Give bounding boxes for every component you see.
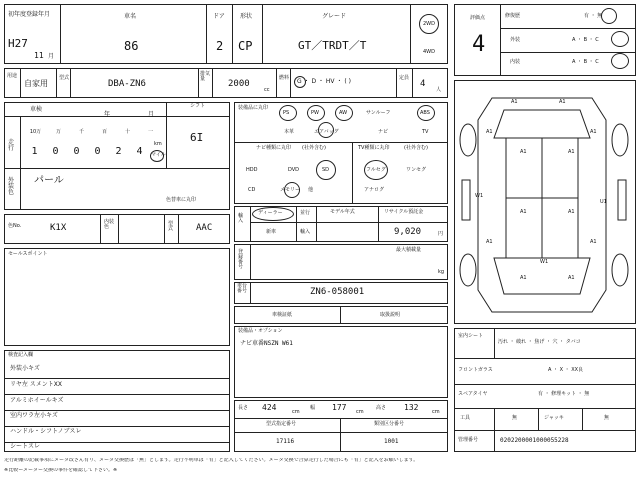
inspection-year-unit: 年 <box>104 111 111 118</box>
parallel-label: 並行 <box>300 210 311 216</box>
mileage-digits <box>24 146 150 160</box>
control-number: 0202200001000055228 <box>500 437 569 444</box>
equipment-tv: TV <box>422 129 429 135</box>
width-unit: cm <box>356 409 364 415</box>
mileage-digit: 2 <box>115 146 122 157</box>
recycle-value: 9,020 <box>394 227 422 237</box>
sales-points-box <box>4 248 230 346</box>
score-label: 評価点 <box>470 15 486 21</box>
note-line: アルミホイールキズ <box>10 397 64 404</box>
chassis-value: ZN6-058001 <box>310 287 365 297</box>
shift-value: 6I <box>190 131 204 144</box>
diagram-mark: U1 <box>600 199 607 205</box>
mileage-units <box>24 128 162 138</box>
nav-dvd: DVD <box>288 167 300 173</box>
windshield-label: フロントガラス <box>458 367 493 373</box>
reg-no-label: 登録番号 <box>238 249 244 270</box>
repair-options: 有 ・ 無 <box>584 13 603 19</box>
accessory-box <box>234 306 448 324</box>
width-value: 177 <box>332 403 347 412</box>
diagram-mark: A1 <box>486 239 493 245</box>
trim-value: AAC <box>196 223 213 233</box>
first-reg-unit: 月 <box>48 53 55 60</box>
first-reg-month: 11 <box>34 51 44 60</box>
displacement-unit: cc <box>264 87 270 93</box>
diagram-mark: A1 <box>568 149 575 155</box>
displacement-label: 排気量 <box>200 71 211 82</box>
repair-selected-circle <box>601 8 617 24</box>
diagram-mark: A1 <box>520 209 527 215</box>
interior-grade-options: A ・ B ・ C <box>572 59 599 65</box>
max-load-label: 最大積載量 <box>396 247 422 253</box>
category-label: 類別区分番号 <box>374 421 405 427</box>
fuel-label: 燃料 <box>279 75 290 81</box>
nav-label: ナビ種類に丸印 <box>256 145 292 151</box>
equipment-aw: AW <box>339 110 348 116</box>
usage-label: 用途 <box>7 73 18 79</box>
exterior-color: パール <box>34 175 64 186</box>
length-label: 長さ <box>238 405 249 411</box>
width-label: 幅 <box>310 405 316 411</box>
note-line: リヤ左 スメントXX <box>10 381 63 388</box>
dealer-side-label: 輸入 <box>238 213 244 224</box>
equipment-navi: ナビ <box>378 129 389 135</box>
tv-note: (社外含む) <box>404 145 428 151</box>
diagram-mark: W1 <box>540 259 549 265</box>
nav-hdd: HDD <box>246 167 258 173</box>
seats-label: 定員 <box>399 75 410 81</box>
interior-seat-label: 室内シート <box>458 333 484 339</box>
mileage-label: 走行 <box>8 139 15 152</box>
mileage-digit: 4 <box>136 146 143 157</box>
usage: 自家用 <box>24 79 48 88</box>
inspection-month-unit: 月 <box>148 111 155 118</box>
mileage-digit: 0 <box>52 146 59 157</box>
height-unit: cm <box>432 409 440 415</box>
color-code: K1X <box>50 223 67 233</box>
first-reg-year: H27 <box>8 37 28 50</box>
mileage-unit: 十 <box>124 129 130 135</box>
nav-sd: SD <box>322 167 330 173</box>
mile-label: マイル <box>151 152 166 158</box>
options-box <box>234 326 448 398</box>
drive-top: 2WD <box>423 21 435 27</box>
model-year-label: モデル年式 <box>330 209 355 215</box>
km-label: km <box>154 141 162 147</box>
equipment-abs: ABS <box>420 110 430 116</box>
windshield-options: A ・ X ・ XX良 <box>548 367 584 373</box>
height-value: 132 <box>404 403 419 412</box>
new-car-label: 新車 <box>266 229 277 235</box>
note-line: シートスレ <box>10 443 40 450</box>
options-label: 装備品・オプション <box>238 328 283 334</box>
trim-label: 型式 <box>168 221 174 232</box>
exterior-grade-label: 外装 <box>510 37 521 43</box>
score: 4 <box>472 32 486 57</box>
diagram-mark: A1 <box>568 209 575 215</box>
note-line: 室内ワラ左小キズ <box>10 412 58 419</box>
diagram-mark: A1 <box>511 99 518 105</box>
category-number: 1001 <box>384 438 399 445</box>
recycle-unit: 円 <box>438 231 444 237</box>
equipment-ps: PS <box>283 110 290 116</box>
import-label: 輸入 <box>300 229 311 235</box>
chassis-label: 車台番号 <box>237 283 248 294</box>
diagram-mark: W1 <box>475 193 484 199</box>
header-row <box>4 4 448 64</box>
car-diagram <box>454 80 636 324</box>
mileage-unit: 10万 <box>29 129 42 135</box>
body-type: CP <box>238 39 253 53</box>
condition-box <box>454 328 636 452</box>
tv-fullseg: フルセグ <box>366 167 386 173</box>
tv-label: TV種類に丸印 <box>358 145 390 151</box>
control-number-label: 管理番号 <box>458 437 479 443</box>
mileage-digit: 0 <box>73 146 80 157</box>
dealer-label: ディーラー <box>258 210 283 216</box>
car-name: 86 <box>124 39 139 53</box>
length-value: 424 <box>262 403 277 412</box>
diagram-mark: A1 <box>520 275 527 281</box>
displacement: 2000 <box>228 79 250 89</box>
model-designation-label: 型式指定番号 <box>266 421 297 427</box>
note-line: ハンドル・シフトノブスレ <box>10 428 82 435</box>
seats: 4 <box>420 79 426 89</box>
interior-color-label: 内装色 <box>104 219 115 230</box>
nav-other: 他 <box>308 187 314 193</box>
mileage-unit: 万 <box>55 129 61 135</box>
equipment-airbag: エアバッグ <box>314 129 339 135</box>
height-label: 高さ <box>376 405 387 411</box>
car-name-label: 車名 <box>124 13 137 20</box>
doors: 2 <box>216 39 224 53</box>
nav-note: (社外含む) <box>302 145 326 151</box>
fuel-options: G ・ D ・ HV ・ ( ) <box>297 78 351 85</box>
tv-analog: アナログ <box>364 187 385 193</box>
manual-label: 取扱説明 <box>380 312 401 318</box>
exterior-color-label: 外装色 <box>8 177 15 196</box>
doors-label: ドア <box>213 13 225 20</box>
diagram-mark: A1 <box>520 149 527 155</box>
sticker-label: 車検証紙 <box>272 312 293 318</box>
options-value: ナビ車番NSZN W61 <box>240 340 293 347</box>
shift-label: シフト <box>190 103 206 109</box>
footer-line-2: ※比較ーメーター交換の事件を確認して下さい。※ <box>4 468 118 473</box>
spare-options: 有 ・ 修理キット ・ 無 <box>538 391 590 397</box>
grade: GT／TRDT／T <box>298 39 367 52</box>
equipment-leather: 本革 <box>284 129 295 135</box>
sales-points-label: セールスポイント <box>8 251 48 257</box>
mileage-digit: 1 <box>31 146 38 157</box>
nav-memory: メモリー <box>280 187 301 193</box>
repair-label: 修復歴 <box>505 13 521 19</box>
inspection-label: 車検 <box>30 106 43 113</box>
length-unit: cm <box>292 409 300 415</box>
tools-value: 無 <box>512 415 518 421</box>
jack-value: 無 <box>604 415 610 421</box>
max-load-unit: kg <box>438 269 445 275</box>
interior-grade-label: 内装 <box>510 59 521 65</box>
equipment-label: 装備品に丸印 <box>238 105 269 111</box>
jack-label: ジャッキ <box>544 415 564 421</box>
tv-oneseg: ワンセグ <box>406 167 427 173</box>
mileage-digit: 0 <box>94 146 101 157</box>
diagram-mark: A1 <box>568 275 575 281</box>
interior-selected-circle <box>611 53 629 69</box>
grade-label: グレード <box>322 13 347 20</box>
drive-bottom: 4WD <box>423 49 435 55</box>
recycle-label: リサイクル預託金 <box>384 209 424 215</box>
note-line: 外装小キズ <box>10 365 40 372</box>
spare-label: スペアタイヤ <box>458 391 488 397</box>
model-label: 型式 <box>59 75 70 81</box>
mileage-unit: 百 <box>101 129 107 135</box>
tools-label: 工具 <box>460 415 471 421</box>
body-label: 形状 <box>240 13 253 20</box>
first-reg-label: 初年度登録年月 <box>8 11 51 18</box>
diagram-mark: A1 <box>590 239 597 245</box>
diagram-mark: A1 <box>559 99 566 105</box>
model-designation: 17116 <box>276 438 295 445</box>
diagram-mark: A1 <box>590 129 597 135</box>
model: DBA-ZN6 <box>108 79 146 89</box>
mileage-unit: 一 <box>147 129 153 135</box>
nav-cd: CD <box>248 187 256 193</box>
interior-seat-options: 汚れ ・ 破れ ・ 焦げ ・ 穴 ・ タバコ <box>498 339 581 345</box>
mileage-unit: 千 <box>78 129 84 135</box>
footer-line-1: 走行距離の記載事項にメータ改ざん有り、メータ交換歴は「無」とします。走行不明車は「有」と記入してください。メータ交換で合算走行した場合にも「有」と記入をお願いします。 <box>4 458 419 463</box>
color-code-label: 色No. <box>8 223 22 229</box>
seats-unit: 人 <box>436 87 442 93</box>
color-change-note: 色替車に丸印 <box>166 197 197 203</box>
equipment-sunroof: サンルーフ <box>366 110 391 116</box>
exterior-grade-options: A ・ B ・ C <box>572 37 599 43</box>
equipment-pw: PW <box>311 110 319 116</box>
exterior-selected-circle <box>611 31 629 47</box>
diagram-mark: A1 <box>486 129 493 135</box>
notes-label: 検査記入欄 <box>8 352 34 358</box>
